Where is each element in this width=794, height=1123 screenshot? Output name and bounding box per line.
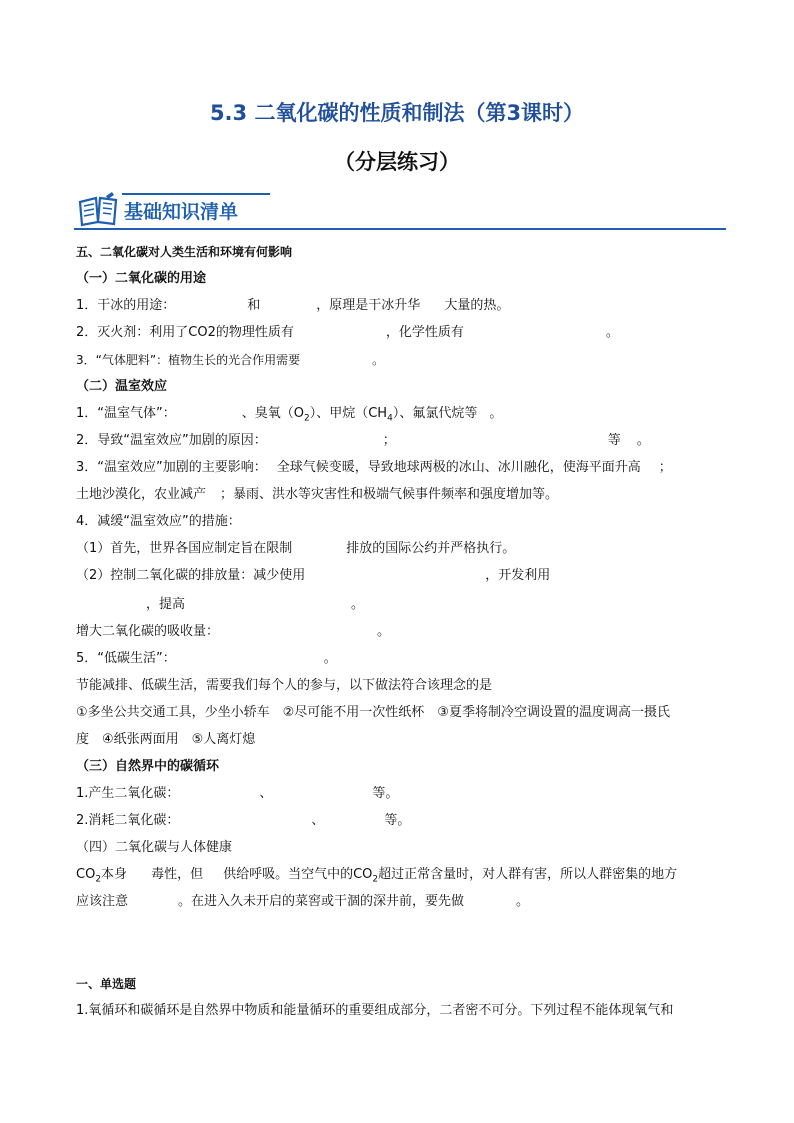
question-section-heading-text: 一、单选题: [76, 977, 137, 991]
text-line: [76, 813, 410, 829]
subheading-carbon-cycle-text: （三）自然界中的碳循环: [76, 759, 220, 774]
book-icon: [76, 192, 120, 228]
subscript: 2: [372, 874, 379, 885]
text-line: [76, 487, 558, 503]
text-line: [146, 597, 364, 613]
text-line: [76, 732, 255, 748]
text-segment: 。: [372, 353, 385, 367]
text-segment: 超过正常含量时，对人群有害，所以人群密集的地方: [378, 867, 678, 882]
text-line: [76, 406, 502, 427]
text-segment: ；: [658, 460, 672, 475]
text-segment: 。: [323, 651, 337, 666]
text-segment: ，化学性质有: [385, 325, 464, 340]
text-segment: 应该注意: [76, 894, 129, 909]
text-segment: 。: [605, 325, 619, 340]
text-segment: 。: [516, 894, 530, 909]
text-segment: 、: [259, 786, 273, 801]
text-line: [76, 514, 241, 530]
text-segment: 、臭氧（O: [241, 406, 304, 421]
text-segment: （2）控制二氧化碳的排放量：减少使用: [76, 568, 306, 583]
text-line: [76, 867, 677, 888]
section-banner: [74, 190, 726, 232]
banner-top-rule: [122, 193, 270, 195]
subheading-health-text: （四）二氧化碳与人体健康: [76, 840, 233, 855]
text-segment: CO: [76, 867, 96, 882]
text-line: [76, 624, 390, 640]
text-line: [76, 678, 492, 694]
subheading-uses: [76, 271, 206, 287]
text-segment: ；暴雨、洪水等灾害性和极端气候事件频率和强度增加等。: [220, 487, 559, 502]
text-segment: ，开发利用: [485, 568, 551, 583]
text-line: [76, 786, 398, 802]
text-line: [76, 541, 515, 557]
text-line: [76, 433, 650, 449]
text-segment: 和: [247, 298, 261, 313]
text-line: [76, 352, 384, 368]
text-segment: 2.消耗二氧化碳：: [76, 813, 180, 828]
subheading-uses-text: （一）二氧化碳的用途: [76, 271, 207, 286]
text-segment: 1.氧循环和碳循环是自然界中物质和能量循环的重要组成部分，二者密不可分。下列过程不能体现氧气和: [76, 1003, 674, 1018]
text-line: [76, 651, 337, 667]
text-segment: 毒性，但: [151, 867, 204, 882]
subheading-health: [76, 840, 232, 856]
text-segment: 2．灭火剂：利用了CO2的物理性质有: [76, 325, 294, 340]
subscript: 4: [387, 413, 393, 424]
text-segment: 土地沙漠化，农业减产: [76, 487, 207, 502]
text-segment: 3．“温室效应”加剧的主要影响：: [76, 460, 267, 475]
text-segment: 、: [311, 813, 325, 828]
text-segment: （1）首先，世界各国应制定旨在限制: [76, 541, 293, 556]
text-segment: 5．“低碳生活”：: [76, 651, 176, 666]
subscript: 2: [95, 874, 102, 885]
text-segment: 等: [607, 433, 621, 448]
subheading-greenhouse-text: （二）温室效应: [76, 379, 168, 394]
text-segment: ①多坐公共交通工具，少坐小轿车 ②尽可能不用一次性纸杯 ③夏季将制冷空调设置的温度调高一摄氏: [76, 705, 670, 720]
text-segment: 。在进入久未开启的菜窖或干涸的深井前，要先做: [178, 894, 465, 909]
text-segment: 度 ④纸张两面用 ⑤人离灯熄: [76, 732, 256, 747]
text-line: [76, 568, 550, 584]
section-banner-label: 基础知识清单: [124, 201, 239, 223]
text-segment: 1．“温室气体”：: [76, 406, 176, 421]
text-segment: 。: [351, 597, 365, 612]
text-line: [76, 705, 670, 721]
text-segment: ；: [382, 433, 396, 448]
page-subtitle: （分层练习）: [334, 150, 460, 174]
text-segment: 排放的国际公约并严格执行。: [346, 541, 516, 556]
text-segment: 等。: [384, 813, 411, 828]
text-segment: 1.产生二氧化碳：: [76, 786, 180, 801]
text-line: [76, 460, 672, 476]
text-segment: 增大二氧化碳的吸收量：: [76, 624, 220, 639]
text-segment: ，原理是干冰升华: [316, 298, 421, 313]
text-segment: 。: [489, 406, 503, 421]
text-segment: 。: [377, 624, 391, 639]
text-segment: 节能减排、低碳生活，需要我们每个人的参与，以下做法符合该理念的是: [76, 678, 493, 693]
text-segment: 本身: [101, 867, 128, 882]
text-segment: ）、甲烷（CH: [309, 406, 388, 421]
banner-bottom-rule: [74, 228, 726, 230]
text-segment: 4．减缓“温室效应”的措施：: [76, 514, 241, 529]
text-line: [76, 894, 529, 910]
text-segment: 全球气候变暖，导致地球两极的冰山、冰川融化，使海平面升高: [276, 460, 641, 475]
subheading-greenhouse: [76, 379, 167, 395]
text-segment: 大量的热。: [444, 298, 510, 313]
text-line: [76, 298, 509, 314]
section-heading-text: 五、二氧化碳对人类生活和环境有何影响: [76, 245, 293, 259]
subheading-carbon-cycle: [76, 759, 219, 775]
text-segment: 供给呼吸。当空气中的CO: [223, 867, 373, 882]
question-text: [76, 1003, 673, 1019]
text-segment: 2．导致“温室效应”加剧的原因：: [76, 433, 267, 448]
text-line: [76, 325, 619, 341]
page-title: 5.3 二氧化碳的性质和制法（第3课时）: [209, 101, 585, 125]
section-heading: [76, 244, 292, 260]
text-segment: 。: [636, 433, 650, 448]
text-segment: ）、氟氯代烷等: [392, 406, 478, 421]
text-segment: 3．“气体肥料”：植物生长的光合作用需要: [76, 353, 301, 367]
subscript: 2: [303, 413, 310, 424]
text-segment: ，提高: [146, 597, 186, 612]
question-section-heading: [76, 976, 136, 992]
text-segment: 1．干冰的用途：: [76, 298, 176, 313]
text-segment: 等。: [372, 786, 399, 801]
